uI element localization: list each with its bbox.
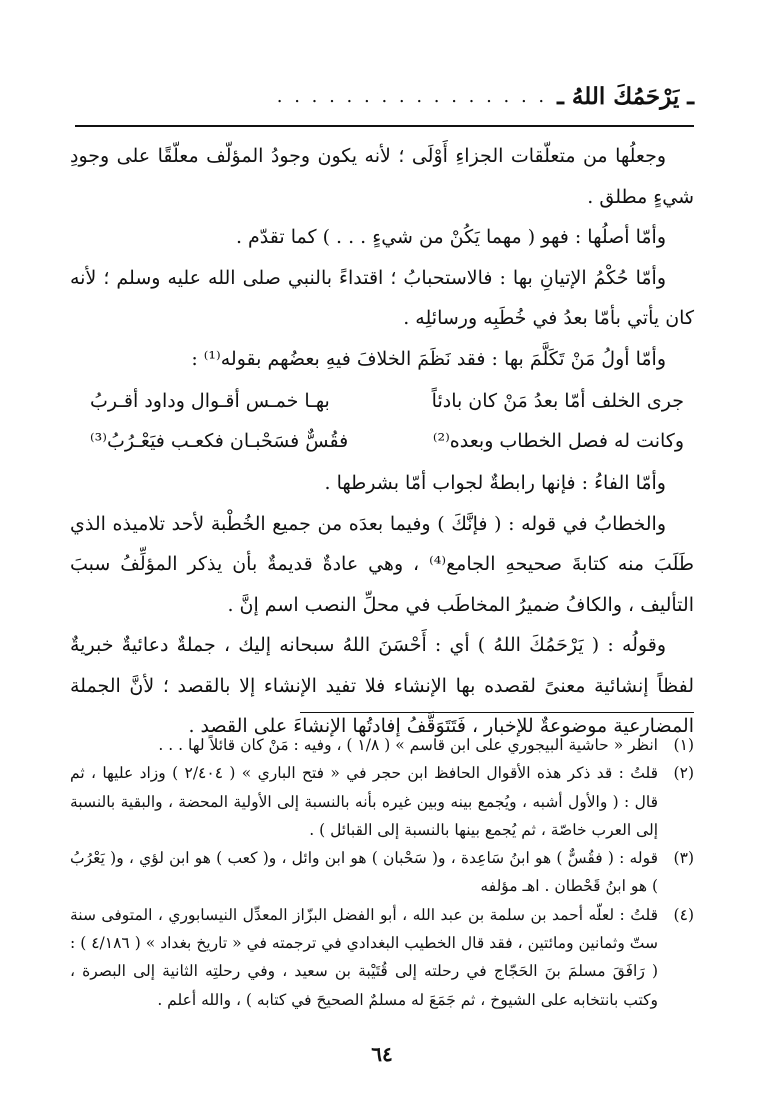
paragraph-5: وأمّا الفاءُ : فإنها رابطةٌ لجواب أمّا بشرطها . xyxy=(324,472,666,494)
footnote-4 xyxy=(70,901,694,1014)
footnote-number: (١) xyxy=(673,736,694,754)
footnote-text: قوله : ( فقُسٌّ ) هو ابنُ سَاعِدة ، و( سَحْبان ) هو ابن وائل ، و( كعب ) هو ابن لؤي ، و( يَعْرُبُ ) هو ابنُ قَحْطان . اهـ مؤلفه xyxy=(70,849,658,896)
footnote-number: (٤) xyxy=(673,905,694,924)
verse-1-first-hemistich: جرى الخلف أمّا بعدُ مَنْ كان بادئاً xyxy=(431,390,684,412)
running-head: ـ يَرْحَمُكَ اللهُ ـ xyxy=(557,82,694,110)
main-text xyxy=(70,136,694,747)
paragraph-3: وأمّا حُكْمُ الإتيانِ بها : فالاستحبابُ ؛ اقتداءً بالنبي صلى الله عليه وسلم ؛ لأنه كان يأتي بأمّا بعدُ في خُطَبِه ورسائلِه . xyxy=(70,266,694,329)
page-header xyxy=(78,78,694,114)
footnote-number: (٣) xyxy=(673,849,694,868)
verse-1-second-hemistich: بهـا خمـس أقـوال وداود أقـربُ xyxy=(90,390,330,412)
footnote-3 xyxy=(70,844,694,901)
verse-2-second-hemistich: فقُسٌّ فسَحْبـان فكعـب فيَعْـرُبُ⁽³⁾ xyxy=(90,430,349,452)
footnote-1 xyxy=(70,731,694,759)
verse-line-2 xyxy=(70,421,694,461)
footnotes xyxy=(70,731,694,1014)
footnote-number: (٢) xyxy=(673,764,694,783)
verse-2-first-hemistich: وكانت له فصل الخطاب وبعده⁽²⁾ xyxy=(432,430,684,452)
paragraph-4: وأمّا أولُ مَنْ تَكَلَّمَ بها : فقد نَظَمَ الخلافَ فيهِ بعضُهم بقوله⁽¹⁾ : xyxy=(191,347,666,370)
footnote-text: قلتُ : لعلّه أحمد بن سلمة بن عبد الله ، أبو الفضل البزّاز المعدِّل النيسابوري ، المتوفى سنة ستّ وثمانين ومائتين ، فقد قال الخطيب البغدادي في ترجمته في « تاريخ بغداد » ( ٤/١٨٦ ) : ( رَافَقَ مسلمَ بنَ الحَجّاج في رحلته إلى قُتَيْبة بن سعيد ، وفي رحلتِه الثانية إلى البصرة ، وكتب بانتخابه على الشيوخ ، ثم جَمَعَ له مسلمٌ الصحيحَ في كتابه ) ، والله أعلم . xyxy=(70,905,658,1009)
paragraph-7: وقولُه : ( يَرْحَمُكَ اللهُ ) أي : أَحْسَنَ اللهُ سبحانه إليك ، جملةٌ دعائيةٌ خبريةٌ لفظاً إنشائية معنىً لقصده بها الإنشاء فلا تفيد الإنشاء إلا بالقصد ؛ لأنَّ الجملة المضارعية موضوعةٌ للإخبار ، فَتَتَوَقَّفُ إفادتُها الإنشاءَ على القصد . xyxy=(70,634,694,737)
paragraph-2: وأمّا أصلُها : فهو ( مهما يَكُنْ من شيءٍ . . . ) كما تقدّم . xyxy=(235,226,666,248)
page-number: ٦٤ xyxy=(371,1042,393,1066)
footnote-text: انظر « حاشية البيجوري على ابن قاسم » ( ١/٨ ) ، وفيه : مَنْ كان قائلاً لها . . . xyxy=(158,736,658,754)
header-rule xyxy=(75,125,694,127)
header-leader-dots: . . . . . . . . . . . . . . . . xyxy=(276,85,548,107)
paragraph-1: وجعلُها من متعلّقات الجزاءِ أَوْلَى ؛ لأنه يكون وجودُ المؤلّف معلّقًا على وجودِ شيءٍ مطلق . xyxy=(70,145,694,208)
footnote-separator xyxy=(300,712,694,713)
footnote-2 xyxy=(70,759,694,844)
paragraph-6: والخطابُ في قوله : ( فإنَّكَ ) وفيما بعدَه من جميع الخُطْبة لأحد تلاميذه الذي طَلَبَ منه كتابةَ صحيحهِ الجامع⁽⁴⁾ ، وهي عادةٌ قديمةٌ بأن يذكر المؤلِّفُ سببَ التأليف ، والكافُ ضميرُ المخاطَب في محلِّ النصب اسم إنَّ . xyxy=(70,512,694,616)
footnote-text: قلتُ : قد ذكر هذه الأقوال الحافظ ابن حجر في « فتح الباري » ( ٢/٤٠٤ ) وزاد عليها ، ثم قال : ( والأول أشبه ، ويُجمع بينه وبين غيره بأنه بالنسبة إلى الأولية المحضة ، والبقية بالنسبة إلى العرب خاصّة ، ثم يُجمع بينها بالنسبة إلى القبائل ) . xyxy=(70,764,659,839)
verse-line-1 xyxy=(70,381,694,421)
poem-verse xyxy=(70,381,694,461)
